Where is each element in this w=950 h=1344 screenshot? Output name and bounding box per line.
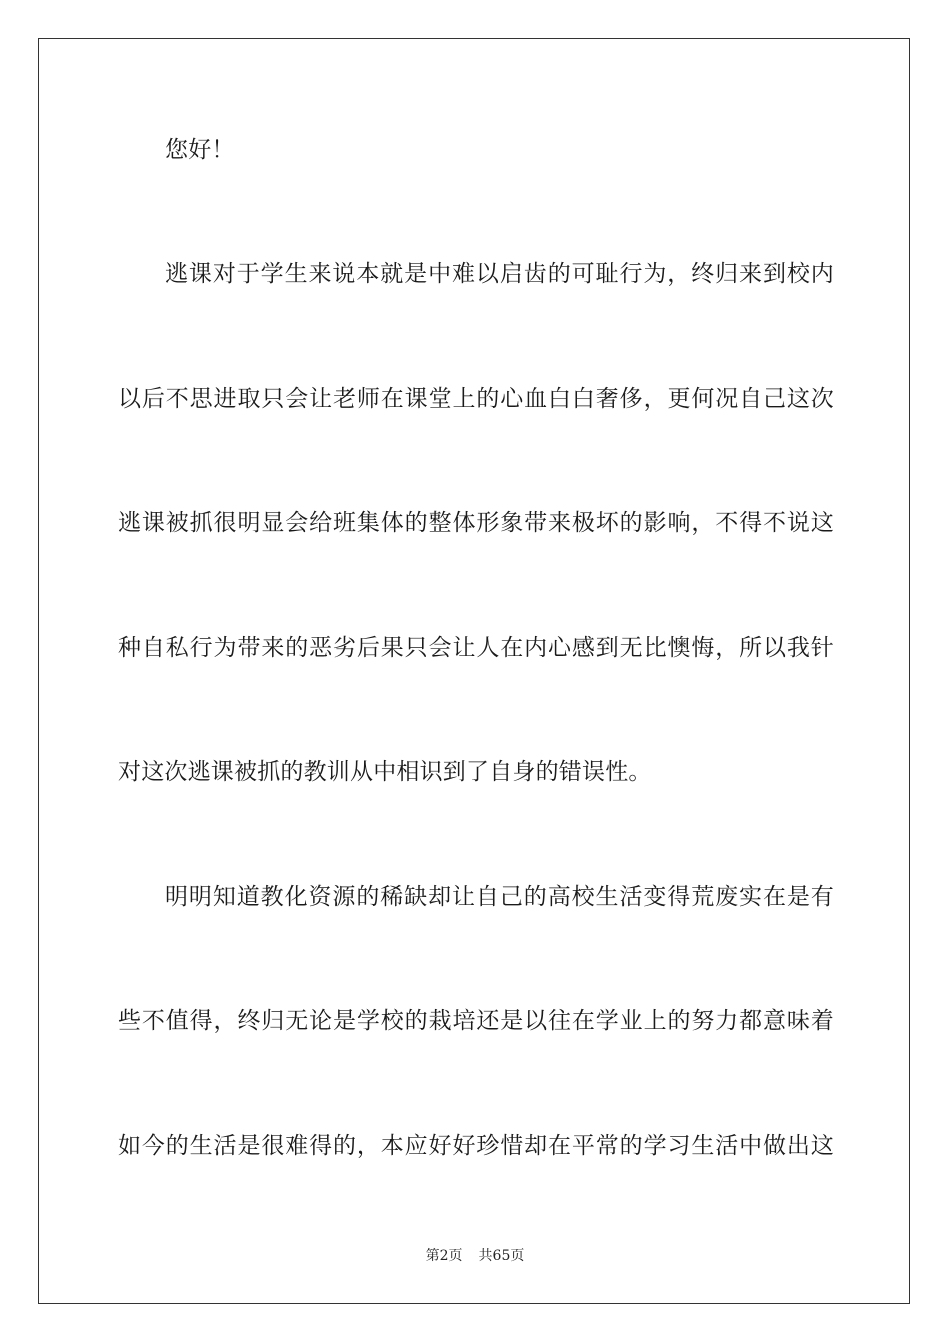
page-border xyxy=(38,38,910,1304)
salutation: 您好！ xyxy=(165,137,235,163)
page-number: 第2页 xyxy=(425,1248,463,1264)
paragraph-1-line-1: 逃课对于学生来说本就是中难以启齿的可耻行为，终归来到校内 xyxy=(165,261,834,287)
paragraph-1-line-2: 以后不思进取只会让老师在课堂上的心血白白奢侈，更何况自己这次 xyxy=(118,386,834,412)
paragraph-1-line-3: 逃课被抓很明显会给班集体的整体形象带来极坏的影响，不得不说这 xyxy=(118,510,834,536)
paragraph-1-line-4: 种自私行为带来的恶劣后果只会让人在内心感到无比懊悔，所以我针 xyxy=(118,635,834,661)
paragraph-1-line-5: 对这次逃课被抓的教训从中相识到了自身的错误性。 xyxy=(118,759,652,785)
total-pages: 共65页 xyxy=(478,1248,525,1264)
paragraph-2-line-3: 如今的生活是很难得的，本应好好珍惜却在平常的学习生活中做出这 xyxy=(118,1133,834,1159)
page-footer xyxy=(0,1247,950,1265)
paragraph-2-line-2: 些不值得，终归无论是学校的栽培还是以往在学业上的努力都意味着 xyxy=(118,1008,834,1034)
paragraph-2-line-1: 明明知道教化资源的稀缺却让自己的高校生活变得荒废实在是有 xyxy=(165,884,834,910)
